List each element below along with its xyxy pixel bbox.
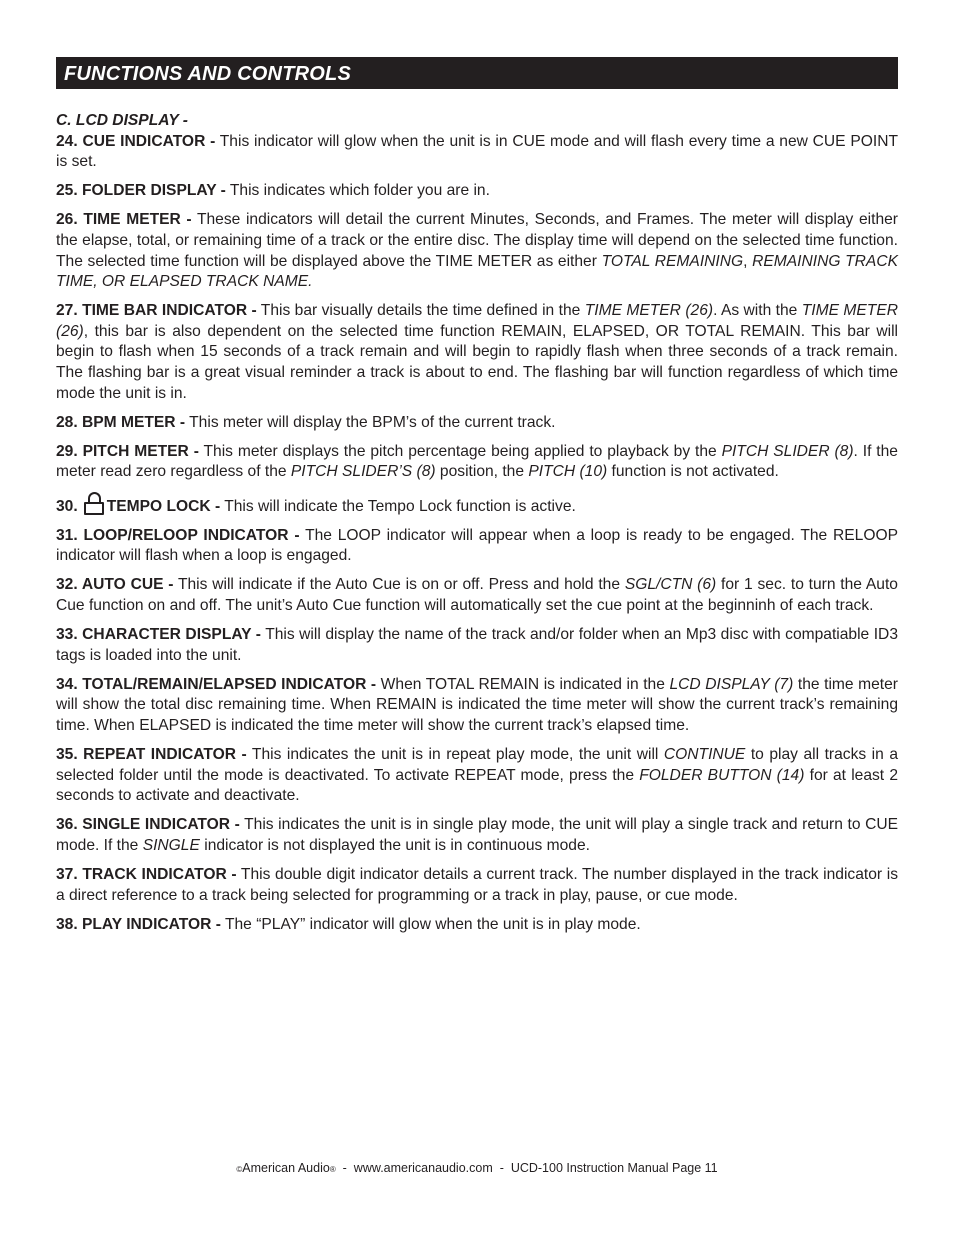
entry-text: This will display the name of the track and/or folder when an Mp3 disc with compatiable ID3 tags is loaded into the unit.	[56, 625, 898, 664]
lock-icon	[84, 492, 104, 514]
entry-term: 31. LOOP/RELOOP INDICATOR -	[56, 526, 300, 544]
footer-manual-page: UCD-100 Instruction Manual Page 11	[510, 1161, 718, 1175]
entry-text: The “PLAY” indicator will glow when the unit is in play mode.	[220, 915, 641, 933]
entry-single-indicator	[56, 815, 898, 856]
entry-text: This will indicate the Tempo Lock function is active.	[220, 497, 576, 515]
section-title: C. LCD DISPLAY -	[56, 112, 188, 129]
entry-reference: FOLDER BUTTON (14)	[639, 766, 805, 784]
entry-text: When TOTAL REMAIN is indicated in the	[376, 675, 670, 693]
entry-text: for 1 sec. to turn the Auto Cue function on and off. The unit’s Auto Cue function will automatically set the cue point at the beginninh of each track.	[56, 576, 898, 614]
entry-text: This meter will display the BPM’s of the current track.	[185, 413, 556, 431]
entry-loop-reloop-indicator	[56, 526, 898, 567]
entry-text: The LOOP indicator will appear when a loop is ready to be engaged. The RELOOP indicator will flash when a loop is engaged.	[56, 526, 899, 565]
entry-text: . If the meter read zero regardless of the	[56, 442, 898, 481]
entry-text: . As with the	[713, 302, 802, 320]
entry-text: This indicator will glow when the unit is in CUE mode and will flash every time a new CUE POINT is set.	[56, 132, 898, 171]
entry-text: indicator is not displayed the unit is in continuous mode.	[199, 836, 590, 854]
entry-term: 38. PLAY INDICATOR -	[56, 915, 221, 933]
entry-term: 29. PITCH METER -	[56, 442, 199, 460]
entry-number: 30.	[56, 497, 78, 515]
entry-text: , this bar is also dependent on the selected time function REMAIN, ELAPSED, OR TOTAL REMAIN. This bar will begin to flash when 15 seconds of a track remain and will begin to rapidly flash when three seconds of a track remain. The flashing bar is a great visual reminder a track is about to end. The flashing bar will function regardless of which time mode the unit is in.	[56, 322, 898, 402]
footer-website: www.americanaudio.com	[353, 1161, 493, 1175]
entry-text: ,	[743, 252, 753, 270]
entry-reference: SINGLE	[142, 836, 200, 854]
page-footer	[0, 1161, 954, 1175]
entry-term: 34. TOTAL/REMAIN/ELAPSED INDICATOR -	[56, 675, 377, 693]
entry-time-meter	[56, 210, 898, 292]
entry-term: 26. TIME METER -	[56, 211, 192, 229]
page-title: FUNCTIONS AND CONTROLS	[64, 63, 351, 85]
entry-text: function is not activated.	[607, 463, 779, 481]
entry-reference: PITCH SLIDER (8)	[721, 442, 854, 460]
entry-reference: PITCH SLIDER’S (8)	[290, 463, 436, 481]
entry-term: 37. TRACK INDICATOR -	[56, 865, 237, 883]
lock-body	[84, 502, 104, 515]
entry-term: TEMPO LOCK -	[106, 497, 221, 515]
entry-text: This will indicate if the Auto Cue is on or off. Press and hold the	[173, 576, 625, 594]
entry-reference: LCD DISPLAY (7)	[669, 675, 794, 693]
entry-text: to play all tracks in a selected folder until the mode is deactivated. To activate REPEAT mode, press the	[56, 745, 898, 784]
entry-play-indicator	[56, 915, 898, 936]
entry-text: for at least 2 seconds to activate and deactivate.	[56, 766, 898, 805]
footer-separator: -	[335, 1161, 354, 1175]
entry-reference: REMAINING TRACK TIME, OR ELAPSED TRACK NAME.	[56, 252, 898, 291]
entry-cue-indicator	[56, 132, 898, 173]
entry-reference: PITCH (10)	[528, 463, 608, 481]
entry-text: This indicates the unit is in single play mode, the unit will play a single track and return to CUE mode. If the	[56, 816, 898, 854]
entry-term: 24. CUE INDICATOR -	[56, 132, 216, 150]
entry-text: This meter displays the pitch percentage being applied to playback by the	[198, 442, 722, 460]
entry-time-bar-indicator	[56, 301, 898, 404]
entry-reference: TIME METER (26)	[56, 302, 898, 340]
entry-term: 36. SINGLE INDICATOR -	[56, 816, 240, 834]
entry-character-display	[56, 625, 898, 666]
content-body	[56, 111, 898, 944]
entry-bpm-meter	[56, 413, 898, 434]
entry-auto-cue	[56, 575, 898, 616]
footer-separator: -	[492, 1161, 511, 1175]
registered-symbol: ®	[329, 1165, 336, 1174]
entry-term: 33. CHARACTER DISPLAY -	[56, 625, 261, 643]
footer-brand: American Audio	[242, 1161, 330, 1175]
entry-reference: SGL/CTN (6)	[624, 576, 717, 594]
entry-text: These indicators will detail the current Minutes, Seconds, and Frames. The meter will display either the elapse, total, or remaining time of a track or the entire disc. The display time will depend on the selected time function. The selected time function will be displayed above the TIME METER as either	[56, 211, 898, 270]
entry-total-remain-elapsed-indicator	[56, 675, 898, 737]
entry-tempo-lock	[56, 492, 898, 518]
entry-text: position, the	[435, 463, 529, 481]
copyright-symbol: ©	[236, 1165, 243, 1174]
entry-reference: TIME METER (26)	[584, 302, 714, 320]
entry-term: 25. FOLDER DISPLAY -	[56, 182, 226, 200]
entry-text: the time meter will show the total disc remaining time. When REMAIN is indicated the time meter will show the current track’s remaining time. When ELAPSED is indicated the time meter will show the current track’s elapsed time.	[56, 675, 898, 734]
entry-text: This bar visually details the time defined in the	[256, 302, 585, 320]
entry-term: 32. AUTO CUE -	[56, 576, 174, 594]
entry-text: This indicates the unit is in repeat play mode, the unit will	[246, 745, 664, 763]
entry-term: 28. BPM METER -	[56, 413, 186, 431]
entry-text: This indicates which folder you are in.	[225, 182, 490, 200]
entry-reference: TOTAL REMAINING	[601, 252, 744, 270]
entry-track-indicator	[56, 865, 898, 906]
entry-text: This double digit indicator details a current track. The number displayed in the track indicator is a direct reference to a track being selected for programming or a track in play, pause, or cue mode.	[56, 865, 898, 904]
entry-folder-display	[56, 181, 898, 202]
entry-reference: CONTINUE	[663, 745, 746, 763]
entry-repeat-indicator	[56, 745, 898, 807]
entry-pitch-meter	[56, 442, 898, 483]
section-header-bar	[56, 57, 898, 89]
entry-term: 27. TIME BAR INDICATOR -	[56, 302, 257, 320]
entry-term: 35. REPEAT INDICATOR -	[56, 745, 247, 763]
